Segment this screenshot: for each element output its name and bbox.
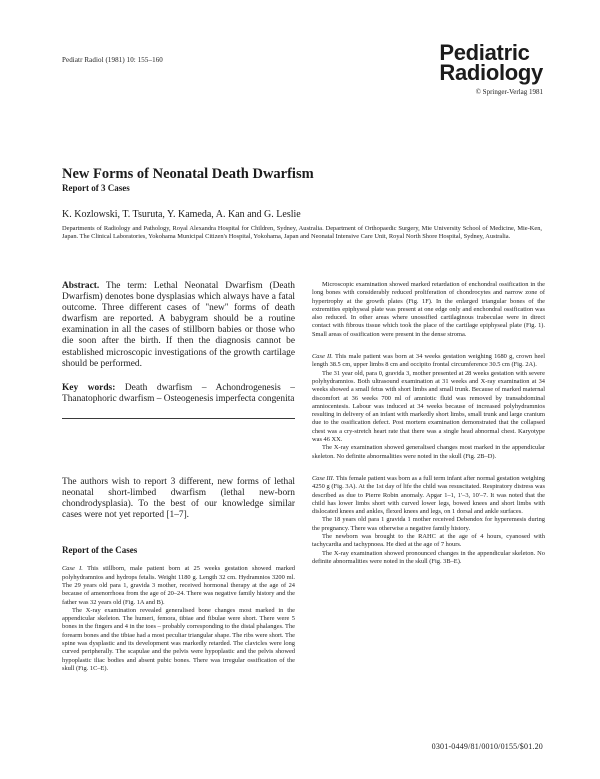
- case-2: [312, 353, 545, 461]
- case-3-course-paragraph: The newborn was brought to the RAHC at the age of 4 hours, cyanosed with tachycardia and tachypnoea. He died at the age of 7 hours.: [312, 533, 545, 549]
- case-2-label: Case II.: [312, 353, 333, 361]
- case-2-history-paragraph: The 31 year old, para 0, gravida 3, mother presented at 28 weeks gestation with severe polyhydramnios. Both ultrasound examination at 31 weeks and X-ray examination at 34 weeks showed a small fetus with short limbs and small trunk. Because of marked maternal discomfort at 36 weeks 700 ml of amniotic fluid was removed by transabdominal amniocentesis. Labour was induced at 34 weeks because of increased polyhydramnios resulting in delivery of an infant with markedly short limbs, small trunk and large cranium due to the ossification defect. Post mortem examination demonstrated that the collapsed chest was a cry-stretch heart rate that there was a single head abnormal chest. Karyotype was 46 XX.: [312, 369, 545, 444]
- article-title: New Forms of Neonatal Death Dwarfism: [62, 166, 314, 182]
- article-subtitle: Report of 3 Cases: [62, 183, 130, 193]
- affiliations: Departments of Radiology and Pathology, Royal Alexandra Hospital for Children, Sydney, Australia. Department of Orthopaedic Surgery, Mie University School of Medicine, Mie-Ken, Japan. The Clinical Laboratories, Yokohama Municipal Citizen's Hospital, Yokohama, Japan and Neonatal Intensive Care Unit, Royal North Shore Hospital, Sydney, Australia.: [62, 225, 542, 241]
- case-1: [62, 565, 295, 673]
- case-2-xray-paragraph: The X-ray examination showed generalised changes most marked in the appendicular skeleton. No definite abnormalities were noted in the skull (Fig. 2B–D).: [312, 444, 545, 460]
- microscopic-paragraph: Microscopic examination showed marked retardation of enchondral ossification in the long bones with considerably reduced proliferation of chondrocytes and narrow zone of hypertrophy at the growth plates (Fig. 1F). In the enlarged triangular bones of the extremities epiphyseal plate was present at one edge only and enchondral ossification was also reduced. In other areas where unossified cartilaginous trabeculae were in direct contact with fibrous tissue which took the place of the cartilage epiphyseal plate (Fig. 1). Small areas of ossification were present in the dense stroma.: [312, 281, 545, 338]
- case-1-xray-paragraph: The X-ray examination revealed generalised bone changes most marked in the appendicular skeleton. The humeri, femora, tibiae and fibulae were short. There were 5 bones in the fingers and 4 in the toes – probably corresponding to the distal phalanges. The forearm bones and the tibiae had a most peculiar triangular shape. The ribs were short. The spine was dysplastic and its development was markedly retarded. The clavicles were long curved peripherally. The scapulae and the pelvis were hypoplastic and the pelvis showed hypoplastic iliac bodies and absent pubic bones. There was irregular ossification of the skull (Fig. 1C–E).: [62, 606, 295, 672]
- journal-name-line1: Pediatric: [439, 40, 530, 65]
- case-3: [312, 475, 545, 566]
- keywords-text: Death dwarfism – Achondrogenesis – Thanatophoric dwarfism – Osteogenesis imperfecta congenita: [62, 382, 295, 404]
- case-1-paragraph: Case I. This stillborn, male patient born at 25 weeks gestation showed marked polyhydramnios and hydrops fetalis. Weight 1180 g. Length 32 cm. Hydramnios 3200 ml. The 29 years old para 1, gravida 3 mother, received hormonal therapy at the age of 24 because of amenorrhoea from the age of 20–24. There was negative family history and the father was 32 years old (Fig. 1A and B).: [62, 565, 296, 606]
- keywords-label: Key words:: [62, 382, 116, 393]
- publisher-copyright: © Springer-Verlag 1981: [475, 88, 543, 96]
- left-column: [62, 281, 295, 673]
- abstract-label: Abstract.: [62, 281, 100, 291]
- right-column: [312, 281, 545, 566]
- abstract: [62, 281, 295, 370]
- journal-citation: Pediatr Radiol (1981) 10: 155–160: [62, 56, 163, 64]
- journal-name-line2: Radiology: [439, 60, 543, 85]
- case-3-paragraph: Case III. This female patient was born as a full term infant after normal gestation weighing 4250 g (Fig. 3A). At the 1st day of life the child was resuscitated. Respiratory distress was described as due to Pierre Robin anomaly. Apgar 1–1, 1'–3, 10'–7. It was noted that the child has lower limbs short with curved lower legs, bowed knees and short limbs with dislocated knees and ankles, flexed knees and legs, on 1 dorsal and ankle surfaces.: [312, 474, 545, 516]
- abstract-text: The term: Lethal Neonatal Dwarfism (Death Dwarfism) denotes bone dysplasias which always have a fatal outcome. Three different cases of "new" forms of death dwarfism are reported. A babygram should be a routine examination in all the cases of stillborn babies or those who die soon after the birth. If then the diagnosis cannot be established microscopic investigations of the growth cartilage should be performed.: [62, 281, 295, 369]
- case-3-xray-paragraph: The X-ray examination showed pronounced changes in the appendicular skeleton. No definite abnormalities were noted in the skull (Fig. 3B–E).: [312, 549, 545, 565]
- case-3-label: Case III.: [312, 474, 335, 482]
- article-code: 0301-0449/81/0010/0155/$01.20: [431, 742, 543, 751]
- case-2-paragraph: Case II. This male patient was born at 34 weeks gestation weighing 1680 g, crown heel length 38.5 cm, upper limbs 8 cm and occipito frontal circumference 30.5 cm (Fig. 2A).: [312, 353, 546, 369]
- introduction: The authors wish to report 3 different, new forms of lethal neonatal short-limbed dwarfism (lethal new-born chondrodysplasia). To the best of our knowledge similar cases were not yet reported [1–7].: [62, 476, 295, 521]
- case-3-family-paragraph: The 18 years old para 1 gravida 1 mother received Debendox for hyperemesis during the pregnancy. There was otherwise a negative family history.: [312, 516, 545, 532]
- section-heading: Report of the Cases: [62, 545, 138, 556]
- journal-name: [439, 40, 543, 85]
- case-1-label: Case I.: [62, 565, 83, 573]
- divider: [62, 418, 295, 419]
- keywords: [62, 383, 295, 405]
- author-list: K. Kozlowski, T. Tsuruta, Y. Kameda, A. Kan and G. Leslie: [62, 209, 301, 220]
